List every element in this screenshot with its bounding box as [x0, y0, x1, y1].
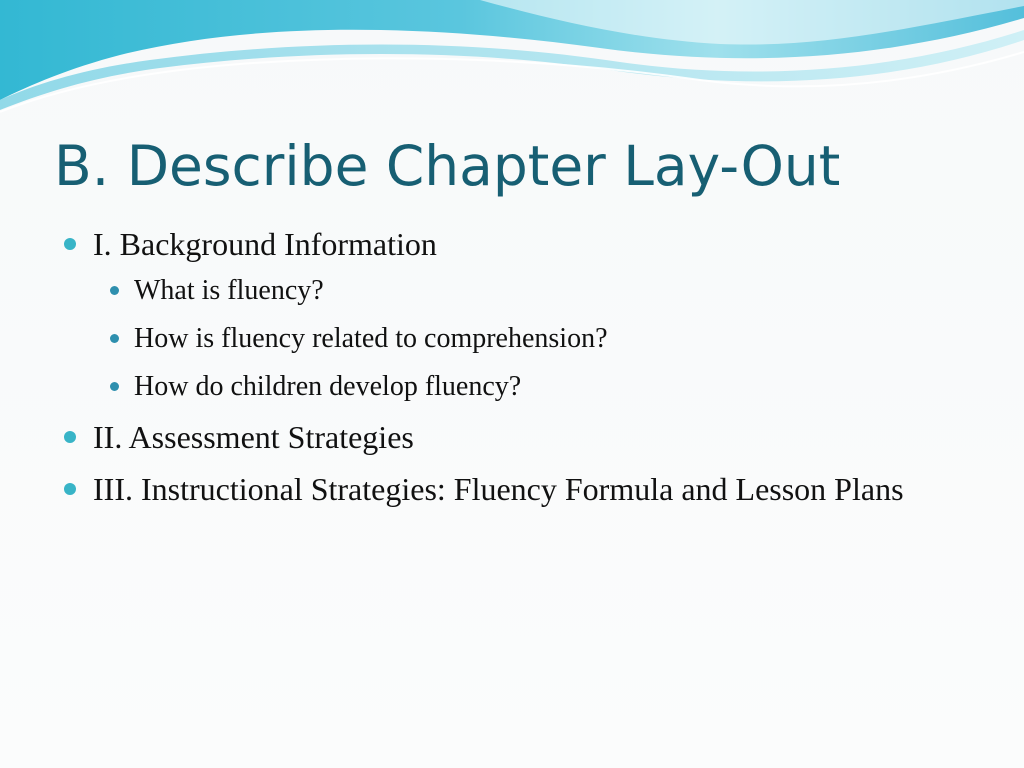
sub-bullet-item — [93, 272, 924, 309]
bullet-dot-icon — [64, 238, 76, 250]
sub-bullet-item — [93, 320, 924, 357]
sub-bullet-dot-icon — [110, 382, 119, 391]
bullet-dot-icon — [64, 483, 76, 495]
sub-bullet-list — [93, 272, 924, 405]
sub-bullet-dot-icon — [110, 286, 119, 295]
header-wave-decoration — [0, 0, 1024, 120]
bullet-item — [64, 468, 924, 511]
bullet-text: II. Assessment Strategies — [93, 419, 414, 455]
bullet-list — [64, 223, 924, 520]
bullet-item — [64, 223, 924, 405]
bullet-item — [64, 416, 924, 459]
sub-bullet-text: What is fluency? — [134, 275, 324, 306]
sub-bullet-text: How is fluency related to comprehension? — [134, 323, 608, 354]
sub-bullet-dot-icon — [110, 334, 119, 343]
slide-title: B. Describe Chapter Lay-Out — [54, 134, 841, 198]
sub-bullet-item — [93, 368, 924, 405]
sub-bullet-text: How do children develop fluency? — [134, 371, 522, 402]
bullet-text: III. Instructional Strategies: Fluency Formula and Lesson Plans — [93, 471, 904, 507]
bullet-dot-icon — [64, 431, 76, 443]
bullet-text: I. Background Information — [93, 226, 437, 262]
